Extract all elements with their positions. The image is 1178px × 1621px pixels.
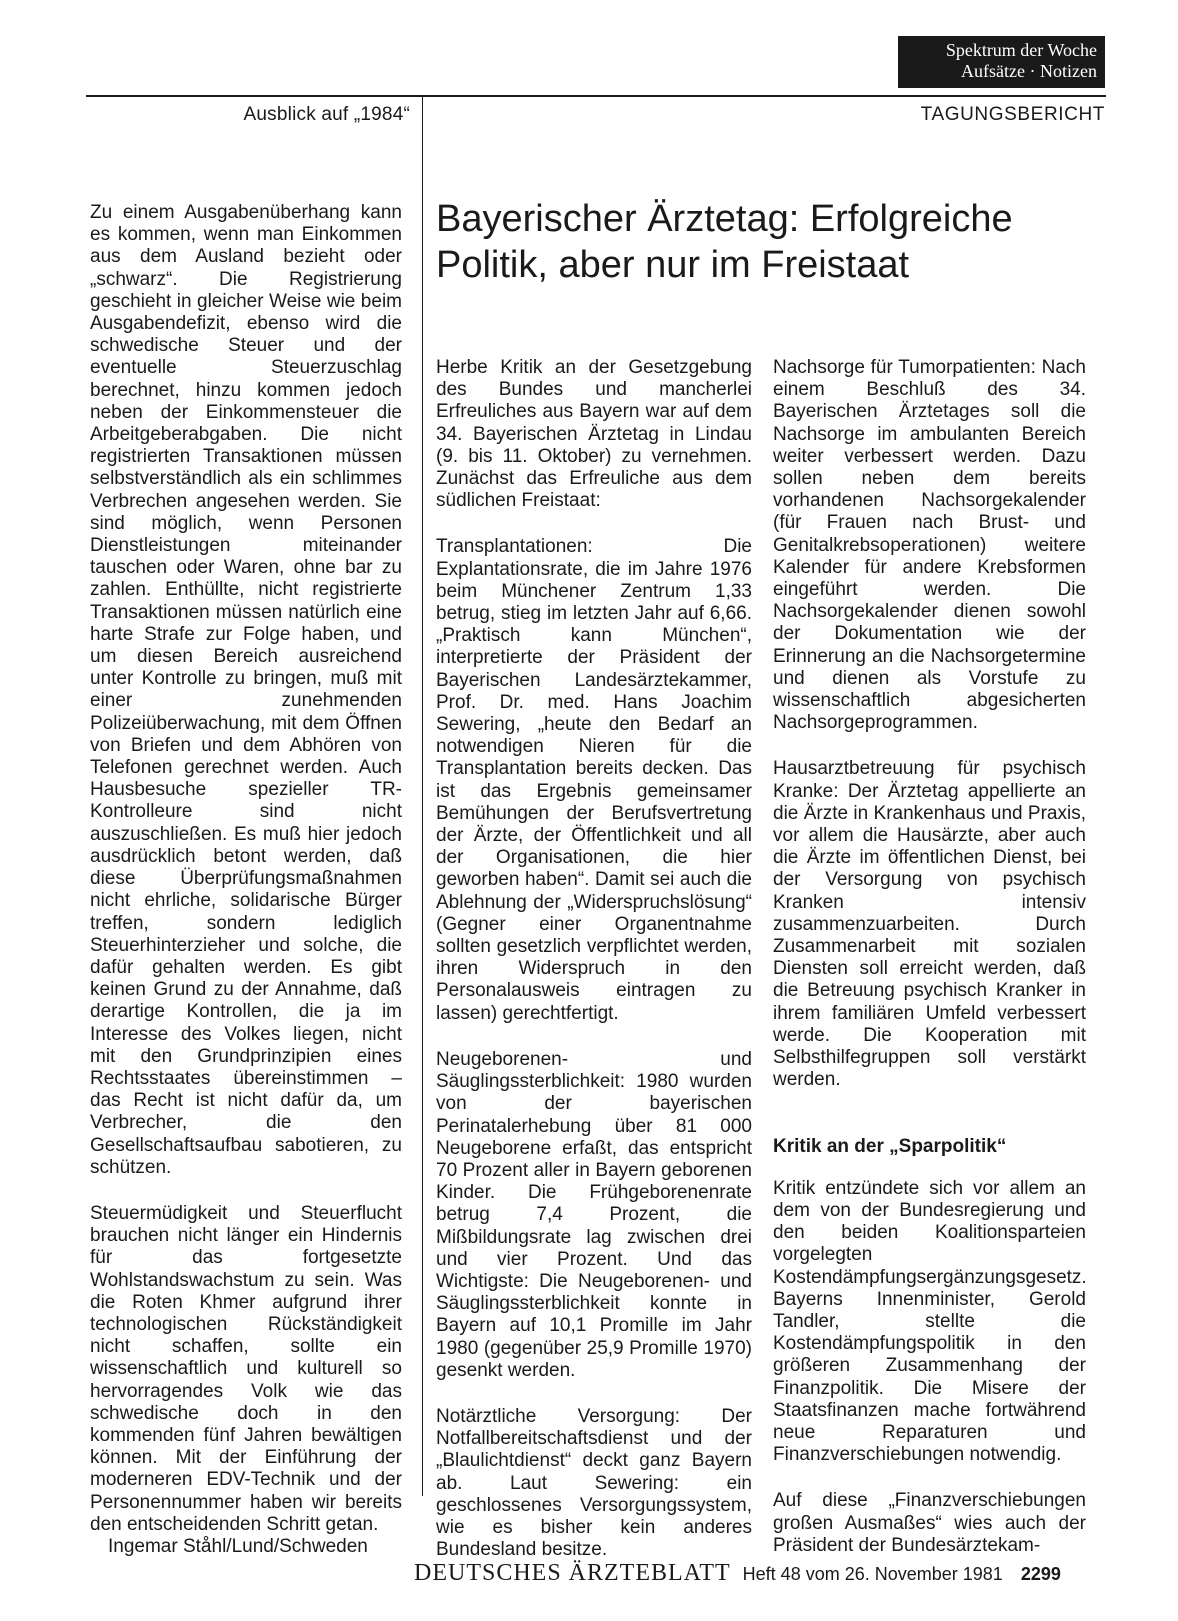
paragraph: Transplantationen: Die Explantationsrate, die im Jahre 1976 beim Münchener Zentrum 1,33 betrug, stieg im letzten Jahr auf 6,66. „Praktisch kann München“, interpretierte der Präsident der Bayerischen Landesärztekammer, Prof. Dr. med. Hans Joachim Sewering, „heute den Bedarf an notwendigen Nieren für die Transplantation bereits decken. Das ist das Ergebnis gemeinsamer Bemühungen der Berufsvertretung der Ärzte, der Öffentlichkeit und all der Organisationen, die hier geworben haben“. Damit sei auch die Ablehnung der „Widerspruchslösung“ (Gegner einer Organentnahme sollten gesetzlich verpflichtet werden, ihren Widerspruch in den Personalausweis eintragen zu lassen) gerechtfertigt. bbox=[436, 536, 752, 1024]
right-section-header: TAGUNGSBERICHT bbox=[920, 104, 1105, 125]
page-footer bbox=[414, 1560, 1106, 1587]
subheading: Kritik an der „Sparpolitik“ bbox=[773, 1135, 1007, 1157]
paragraph: Notärztliche Versorgung: Der Notfallbereitschaftsdienst und der „Blaulichtdienst“ deckt ganz Bayern ab. Laut Sewering: ein geschlossenes Versorgungssystem, wie es bisher kein anderes Bundesland besitze. bbox=[436, 1405, 752, 1561]
paragraph: Hausarztbetreuung für psychisch Kranke: Der Ärztetag appellierte an die Ärzte in Krankenhaus und Praxis, vor allem die Hausärzte, aber auch die Ärzte im öffentlichen Dienst, bei der Versorgung von psychisch Kranken intensiv zusammenzuarbeiten. Durch Zusammenarbeit mit sozialen Diensten soll erreicht werden, daß die Betreuung psychisch Kranker in ihrem familiären Umfeld verbessert werde. Die Kooperation mit Selbsthilfegruppen soll verstärkt werden. bbox=[773, 758, 1086, 1091]
section-badge bbox=[898, 36, 1105, 88]
issue-info: Heft 48 vom 26. November 1981 bbox=[742, 1564, 1003, 1584]
paragraph: Neugeborenen- und Säuglingssterblichkeit: 1980 wurden von der bayerischen Perinatalerhebung über 81 000 Neugeborene erfaßt, das entspricht 70 Prozent aller in Bayern geborenen Kinder. Die Frühgeborenenrate betrug 7,4 Prozent, die Mißbildungsrate lag zwischen drei und vier Prozent. Und das Wichtigste: Die Neugeborenen- und Säuglingssterblichkeit konnte in Bayern auf 10,1 Promille im Jahr 1980 (gegenüber 25,9 Promille 1970) gesenkt werden. bbox=[436, 1048, 752, 1381]
left-column bbox=[90, 202, 402, 1582]
header-rule bbox=[86, 95, 1106, 97]
journal-name: DEUTSCHES ÄRZTEBLATT bbox=[414, 1560, 731, 1586]
paragraph: Kritik entzündete sich vor allem an dem von der Bundesregierung und den beiden Koalitionsparteien vorgelegten Kostendämpfungsergänzungsgesetz. Bayerns Innenminister, Gerold Tandler, stellte die Kostendämpfungspolitik in den größeren Zusammenhang der Finanzpolitik. Die Misere der Staatsfinanzen mache fortwährend neue Reparaturen und Finanzverschiebungen notwendig. bbox=[773, 1177, 1087, 1466]
paragraph: Herbe Kritik an der Gesetzgebung des Bundes und mancherlei Erfreuliches aus Bayern war auf dem 34. Bayerischen Ärztetag in Lindau (9. bis 11. Oktober) zu vernehmen. Zunächst das Erfreuliche aus dem südlichen Freistaat: bbox=[436, 357, 752, 512]
article-title: Bayerischer Ärztetag: Erfolgreiche Politik, aber nur im Freistaat bbox=[436, 198, 1013, 286]
badge-line-1: Spektrum der Woche bbox=[945, 40, 1097, 60]
middle-column bbox=[436, 357, 752, 1561]
paragraph: Steuermüdigkeit und Steuerflucht brauchen nicht länger ein Hindernis für das fortgesetzte Wohlstandswachstum zu sein. Was die Roten Khmer aufgrund ihrer technologischen Rückständigkeit nicht schaffen, sollte ein wissenschaftlich und kulturell so hervorragendes Volk wie das schwedische doch in den kommenden fünf Jahren bewältigen können. Mit der Einführung der moderneren EDV-Technik und der Personennummer haben wir bereits den entscheidenden Schritt getan. bbox=[90, 1202, 402, 1535]
badge-line-2: Aufsätze · Notizen bbox=[961, 61, 1097, 81]
author-signature: Ingemar Ståhl/Lund/Schweden bbox=[108, 1535, 368, 1557]
column-divider bbox=[422, 96, 423, 1496]
paragraph: Zu einem Ausgabenüberhang kann es kommen, wenn man Einkommen aus dem Ausland bezieht oder „schwarz“. Die Registrierung geschieht in gleicher Weise wie beim Ausgabendefizit, ebenso wird die schwedische Steuer und der eventuelle Steuerzuschlag berechnet, hinzu kommen jedoch neben der Einkommensteuer die Arbeitgeberabgaben. Die nicht registrierten Transaktionen müssen selbstverständlich als ein schlimmes Verbrechen angesehen werden. Sie sind möglich, wenn Personen Dienstleistungen miteinander tauschen oder Waren, ohne bar zu zahlen. Enthüllte, nicht registrierte Transaktionen müssen natürlich eine harte Strafe zur Folge haben, und um diesen Bereich ausreichend unter Kontrolle zu bringen, muß mit einer zunehmenden Polizeiüberwachung, mit dem Öffnen von Briefen und dem Abhören von Telefonen gerechnet werden. Auch Hausbesuche spezieller TR-Kontrolleure sind nicht auszuschließen. Es muß hier jedoch ausdrücklich betont werden, daß diese Überprüfungsmaßnahmen nicht ehrliche, solidarische Bürger treffen, sondern lediglich Steuerhinterzieher und solche, die dafür gehalten werden. Es gibt keinen Grund zu der Annahme, daß derartige Kontrollen, die ja im Interesse des Volkes liegen, nicht mit den Grundprinzipien eines Rechtsstaates übereinstimmen – das Recht ist nicht dafür da, um Verbrecher, die den Gesellschaftsaufbau sabotieren, zu schützen. bbox=[90, 202, 402, 1178]
right-column bbox=[773, 357, 1086, 1557]
page-number: 2299 bbox=[1020, 1564, 1061, 1584]
paragraph: Auf diese „Finanzverschiebungen großen Ausmaßes“ wies auch der Präsident der Bundesärztekam- bbox=[773, 1490, 1086, 1556]
paragraph: Nachsorge für Tumorpatienten: Nach einem Beschluß des 34. Bayerischen Ärztetages soll die Nachsorge im ambulanten Bereich weiter verbessert werden. Dazu sollen neben dem bereits vorhandenen Nachsorgekalender (für Frauen nach Brust- und Genitalkrebsoperationen) weitere Kalender für andere Krebsformen eingeführt werden. Die Nachsorgekalender dienen sowohl der Dokumentation wie der Erinnerung an die Nachsorgetermine und dienen als Vorstufe zu wissenschaftlich abgesicherten Nachsorgeprogrammen. bbox=[773, 357, 1086, 734]
left-section-header: Ausblick auf „1984“ bbox=[243, 104, 410, 125]
